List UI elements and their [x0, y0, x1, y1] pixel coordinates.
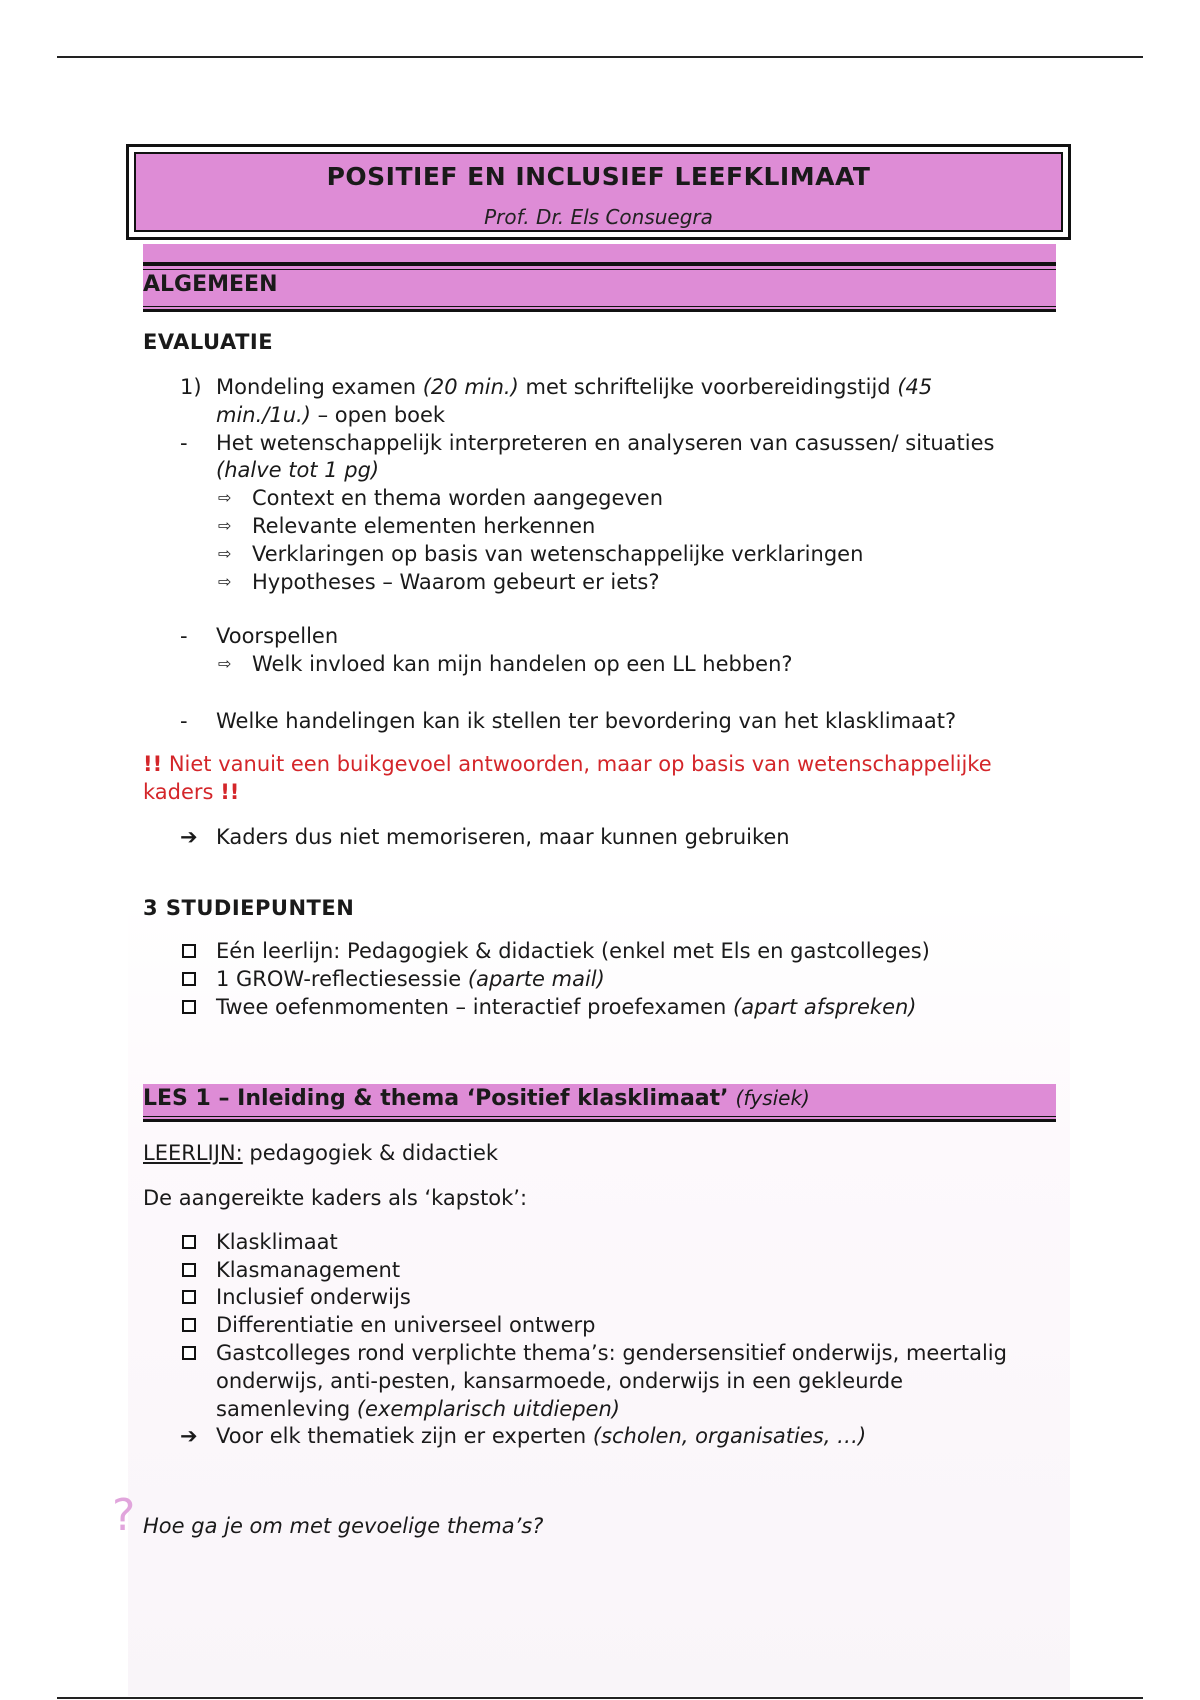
section-band-les1: [143, 1084, 1056, 1122]
checkbox-icon: [182, 1235, 196, 1249]
section-heading-algemeen: ALGEMEEN: [143, 272, 278, 297]
list-item: 1 GROW-reflectiesessie (aparte mail): [216, 967, 605, 991]
sub-item: Hypotheses – Waarom gebeurt er iets?: [252, 570, 660, 594]
dash-icon: -: [180, 624, 188, 648]
list-marker-1: 1): [180, 375, 202, 399]
sub-item: Relevante elementen herkennen: [252, 514, 596, 538]
dash-icon: -: [180, 431, 188, 455]
section-band-algemeen: [143, 244, 1056, 312]
sub-item: Verklaringen op basis van wetenschappelijke verklaringen: [252, 542, 864, 566]
sub-arrow-icon: ⇨: [218, 572, 232, 591]
dash-icon: -: [180, 709, 188, 733]
question-mark-icon: ?: [112, 1490, 136, 1541]
list-item-handelingen: Welke handelingen kan ik stellen ter bevordering van het klasklimaat?: [216, 709, 957, 733]
sub-arrow-icon: ⇨: [218, 516, 232, 535]
checkbox-icon: [182, 972, 196, 986]
sub-item: Welk invloed kan mijn handelen op een LL hebben?: [252, 652, 793, 676]
section-heading-les1: LES 1 – Inleiding & thema ‘Positief klasklimaat’ (fysiek): [143, 1086, 810, 1111]
leerlijn-line: LEERLIJN: pedagogiek & didactiek: [143, 1141, 499, 1165]
arrow-right-icon: ➔: [180, 825, 198, 849]
top-rule: [57, 56, 1143, 58]
list-item: Klasmanagement: [216, 1258, 401, 1282]
list-item: Klasklimaat: [216, 1230, 338, 1254]
heading-evaluatie: EVALUATIE: [143, 330, 274, 354]
arrow-right-icon: ➔: [180, 1424, 198, 1448]
list-item: Differentiatie en universeel ontwerp: [216, 1313, 596, 1337]
page-subtitle: Prof. Dr. Els Consuegra: [484, 205, 713, 229]
checkbox-icon: [182, 1346, 196, 1360]
sub-arrow-icon: ⇨: [218, 654, 232, 673]
warning-line-cont: kaders !!: [143, 780, 240, 804]
sub-arrow-icon: ⇨: [218, 488, 232, 507]
checkbox-icon: [182, 1318, 196, 1332]
list-item-exam: Mondeling examen (20 min.) met schriftelijke voorbereidingstijd (45: [216, 375, 933, 399]
title-inner: [134, 152, 1063, 232]
list-item-interpret: Het wetenschappelijk interpreteren en analyseren van casussen/ situaties: [216, 431, 995, 455]
checkbox-icon: [182, 1000, 196, 1014]
heading-studiepunten: 3 STUDIEPUNTEN: [143, 896, 355, 920]
list-item: Inclusief onderwijs: [216, 1285, 411, 1309]
list-item-interpret-note: (halve tot 1 pg): [216, 458, 380, 482]
list-item: Eén leerlijn: Pedagogiek & didactiek (enkel met Els en gastcolleges): [216, 939, 930, 963]
list-item-gastcolleges-cont: onderwijs, anti-pesten, kansarmoede, onderwijs in een gekleurde: [216, 1369, 904, 1393]
page-title: POSITIEF EN INCLUSIEF LEEFKLIMAAT: [326, 162, 871, 191]
list-item-gastcolleges: Gastcolleges rond verplichte thema’s: gendersensitief onderwijs, meertalig: [216, 1341, 1007, 1365]
question-text: Hoe ga je om met gevoelige thema’s?: [143, 1514, 544, 1538]
list-item-gastcolleges-cont2: samenleving (exemplarisch uitdiepen): [216, 1397, 620, 1421]
experts-line: Voor elk thematiek zijn er experten (scholen, organisaties, …): [216, 1424, 867, 1448]
checkbox-icon: [182, 1263, 196, 1277]
sub-item: Context en thema worden aangegeven: [252, 486, 664, 510]
list-item-voorspellen: Voorspellen: [216, 624, 339, 648]
bottom-rule: [57, 1697, 1143, 1699]
kapstok-line: De aangereikte kaders als ‘kapstok’:: [143, 1186, 528, 1210]
checkbox-icon: [182, 1290, 196, 1304]
list-item-exam-cont: min./1u.) – open boek: [216, 403, 446, 427]
list-item: Twee oefenmomenten – interactief proefexamen (apart afspreken): [216, 995, 917, 1019]
conclusion-text: Kaders dus niet memoriseren, maar kunnen gebruiken: [216, 825, 790, 849]
title-box: [126, 144, 1071, 240]
checkbox-icon: [182, 944, 196, 958]
warning-line: !! Niet vanuit een buikgevoel antwoorden, maar op basis van wetenschappelijke: [143, 752, 992, 776]
sub-arrow-icon: ⇨: [218, 544, 232, 563]
